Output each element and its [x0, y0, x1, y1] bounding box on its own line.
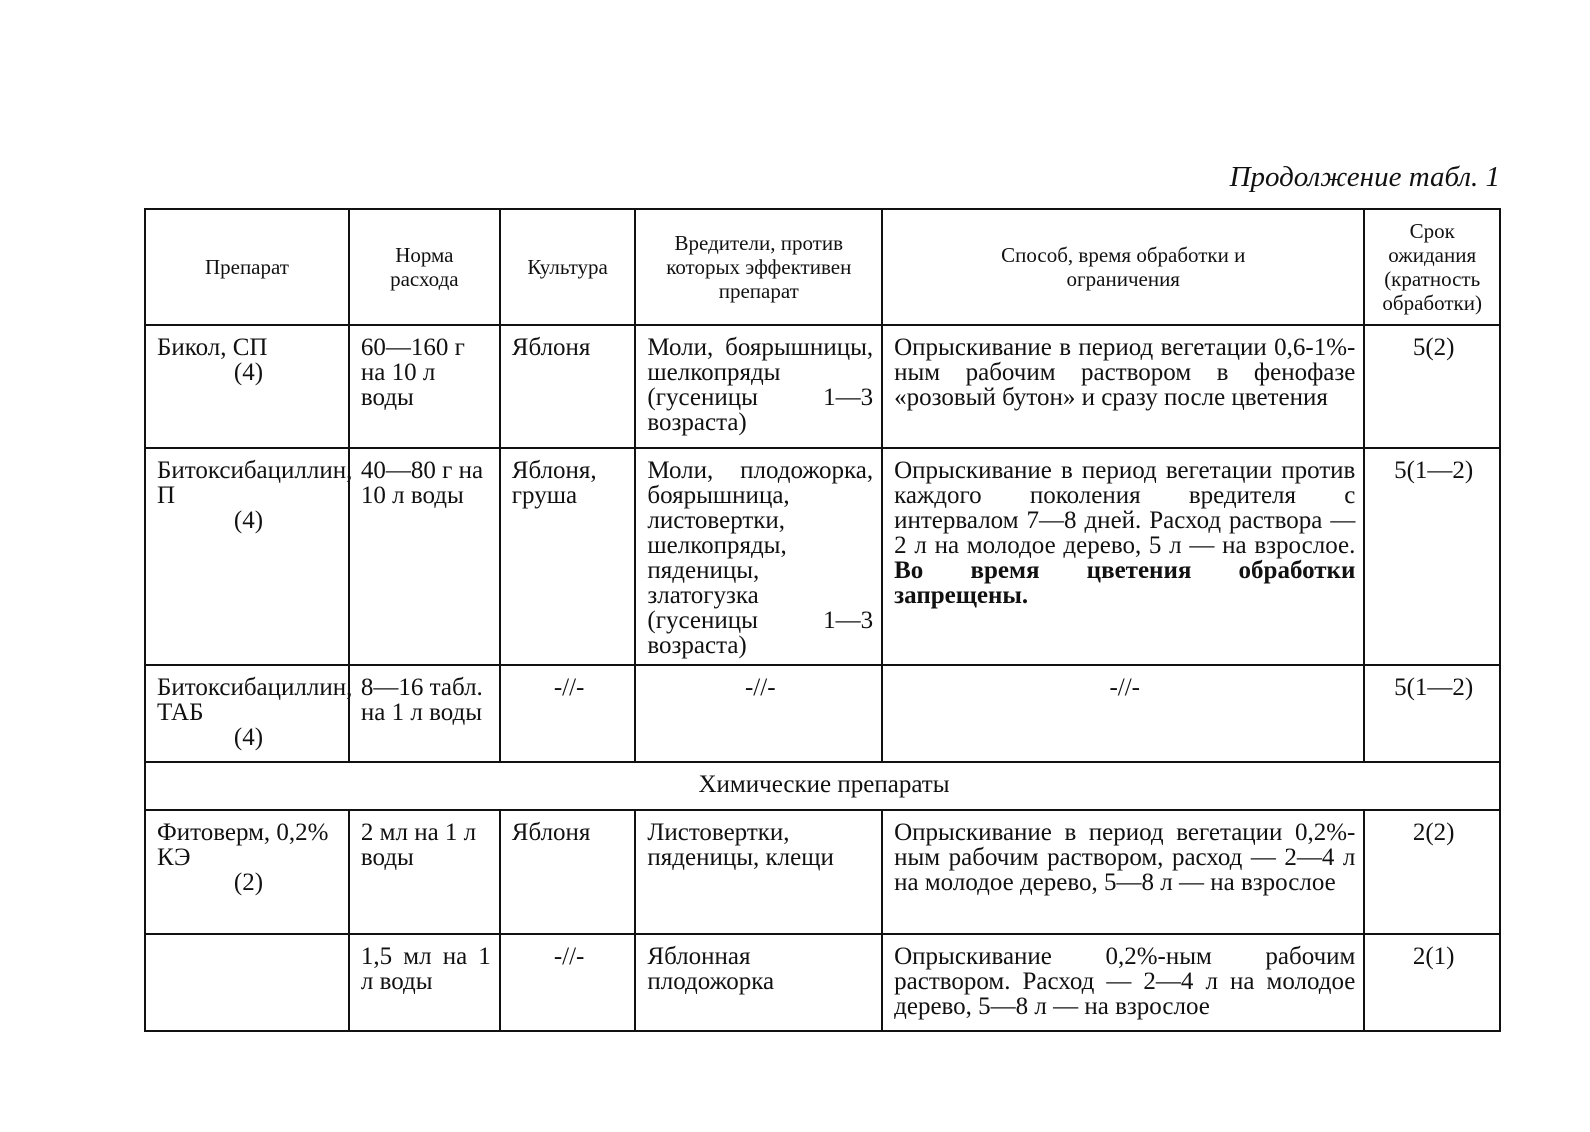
header-culture: Культура [500, 209, 636, 325]
header-pests: Вредители, против которых эффективен препарат [635, 209, 882, 325]
preparation-cell [145, 448, 353, 665]
table-row [145, 448, 1500, 665]
pests-cell: Яблонная плодожорка [635, 934, 882, 1031]
pests-cell: Листовертки, пяденицы, клещи [635, 810, 882, 934]
preparation-name: Бикол, СП [157, 334, 268, 361]
method-cell: -//- [882, 665, 1364, 762]
culture-cell: -//- [500, 934, 636, 1031]
table-row [145, 325, 1500, 448]
pesticide-table [144, 208, 1501, 1032]
method-cell [882, 325, 1364, 448]
term-cell: 5(1—2) [1364, 665, 1500, 762]
preparation-name: Фитоверм, 0,2% КЭ [157, 819, 329, 871]
section-row [145, 762, 1500, 810]
header-method: Способ, время обработки и ограничения [882, 209, 1364, 325]
norm-cell: 8—16 табл. на 1 л воды [349, 665, 500, 762]
norm-cell: 2 мл на 1 л воды [349, 810, 500, 934]
norm-cell: 40—80 г на 10 л воды [349, 448, 500, 665]
preparation-cell [145, 665, 353, 762]
pests-cell: Моли, боярышницы, шелкопряды (гусеницы 1—3 возраста) [635, 325, 882, 448]
term-cell: 2(2) [1364, 810, 1500, 934]
header-norm: Норма расхода [349, 209, 500, 325]
culture-cell: Яблоня, груша [500, 448, 636, 665]
hazard-class: (4) [233, 359, 264, 386]
method-cell: Опрыскивание 0,2%-ным рабочим раствором. Расход — 2—4 л на молодое дерево, 5—8 л — на взрослое [882, 934, 1364, 1031]
term-cell: 5(1—2) [1364, 448, 1500, 665]
term-cell: 2(1) [1364, 934, 1500, 1031]
table-row [145, 810, 1500, 934]
hazard-class: (2) [233, 869, 264, 896]
term-cell: 5(2) [1364, 325, 1500, 448]
preparation-name: Битоксибациллин, ТАБ [157, 674, 353, 726]
hazard-class: (4) [233, 724, 264, 751]
header-preparation: Препарат [145, 209, 349, 325]
pests-cell: Моли, плодожорка, боярышница, листовертки, шелкопряды, пяденицы, златогузка (гусеницы 1—3 возраста) [635, 448, 882, 665]
culture-cell: Яблоня [500, 810, 636, 934]
method-cell [882, 448, 1364, 665]
norm-cell: 60—160 г на 10 л воды [349, 325, 500, 448]
header-row [145, 209, 1500, 325]
culture-cell: Яблоня [500, 325, 636, 448]
table-row [145, 665, 1500, 762]
section-title: Химические препараты [145, 762, 1500, 810]
preparation-cell [145, 810, 349, 934]
method-cell: Опрыскивание в период вегетации 0,2%-ным рабочим раствором, расход — 2—4 л на молодое дерево, 5—8 л — на взрослое [882, 810, 1364, 934]
method-warning: Во время цветения обработки запрещены. [894, 557, 1356, 609]
table-row [145, 934, 1500, 1031]
preparation-name: Битоксибациллин, П [157, 457, 353, 509]
method-text: Опрыскивание в период вегетации против каждого поколения вредителя с интервалом 7—8 дней. Расход раствора — 2 л на молодое дерево, 5 л — на взрослое. [894, 457, 1356, 559]
pests-cell: -//- [635, 665, 882, 762]
norm-cell: 1,5 мл на 1 л воды [349, 934, 500, 1031]
culture-cell: -//- [500, 665, 636, 762]
header-term: Срок ожидания (кратность обработки) [1364, 209, 1500, 325]
preparation-cell [145, 934, 349, 1031]
table-caption: Продолжение табл. 1 [1229, 161, 1500, 193]
preparation-cell [145, 325, 349, 448]
method-text: Опрыскивание в период вегетации 0,6-1%-ным рабочим раствором в фенофазе «розовый бутон» и сразу после цветения [894, 334, 1356, 411]
hazard-class: (4) [233, 507, 264, 534]
